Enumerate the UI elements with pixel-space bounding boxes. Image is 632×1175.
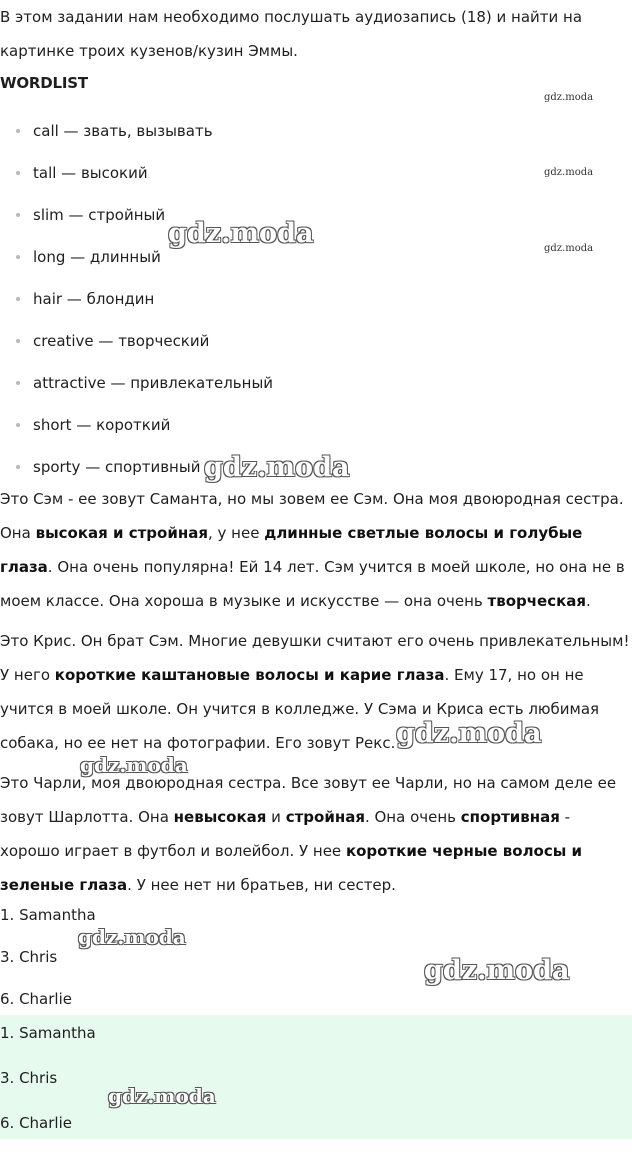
watermark: gdz.moda (424, 955, 570, 986)
bullet-icon (16, 423, 20, 427)
bullet-icon (16, 129, 20, 133)
bullet-icon (16, 381, 20, 385)
bullet-icon (16, 339, 20, 343)
paragraph-chris: Это Крис. Он брат Сэм. Многие девушки считают его очень привлекательным! У него короткие каштановые волосы и карие глаза. Ему 17, но он не учится в моей школе. Он учится в колледже. У Сэма и Криса есть любимая собака, но ее нет на фотографии. Его зовут Рекс. (0, 632, 630, 752)
answer-box-line: 1. Samantha (0, 1024, 96, 1042)
watermark: gdz.moda (544, 92, 594, 103)
watermark: gdz.moda (204, 452, 350, 483)
watermark: gdz.moda (78, 925, 186, 949)
list-item: hair — блондин (0, 282, 273, 324)
watermark: gdz.moda (396, 718, 542, 749)
list-item: sporty — спортивный (0, 450, 273, 492)
list-item: call — звать, вызывать (0, 114, 273, 156)
paragraph-sam: Это Сэм - ее зовут Саманта, но мы зовем ее Сэм. Она моя двоюродная сестра. Она высокая и стройная, у нее длинные светлые волосы и голубые глаза. Она очень популярна! Ей 14 лет. Сэм учится в моей школе, но она не в моем классе. Она хороша в музыке и искусстве — она очень творческая. (0, 490, 625, 610)
paragraph-charlie: Это Чарли, моя двоюродная сестра. Все зовут ее Чарли, но на самом деле ее зовут Шарлотта. Она невысокая и стройная. Она очень спортивная - хорошо играет в футбол и волейбол. У нее короткие черные волосы и зеленые глаза. У нее нет ни братьев, ни сестер. (0, 774, 617, 894)
watermark: gdz.moda (168, 218, 314, 249)
answer-box (0, 1015, 632, 1139)
list-item: attractive — привлекательный (0, 366, 273, 408)
watermark: gdz.moda (544, 243, 594, 254)
watermark: gdz.moda (544, 167, 594, 178)
list-item: slim — стройный (0, 198, 273, 240)
wordlist (0, 114, 273, 492)
answer-line: 6. Charlie (0, 990, 72, 1008)
list-item: short — короткий (0, 408, 273, 450)
answer-line: 1. Samantha (0, 906, 96, 924)
bullet-icon (16, 171, 20, 175)
answer-box-line: 3. Chris (0, 1069, 58, 1087)
intro-text: В этом задании нам необходимо послушать аудиозапись (18) и найти на картинке троих кузенов/кузин Эммы. (0, 8, 583, 60)
list-item: creative — творческий (0, 324, 273, 366)
list-item: long — длинный (0, 240, 273, 282)
answer-line: 3. Chris (0, 948, 58, 966)
wordlist-heading: WORDLIST (0, 74, 88, 92)
watermark: gdz.moda (80, 753, 188, 777)
watermark: gdz.moda (108, 1084, 216, 1108)
answer-box-line: 6. Charlie (0, 1114, 72, 1132)
bullet-icon (16, 297, 20, 301)
bullet-icon (16, 255, 20, 259)
list-item: tall — высокий (0, 156, 273, 198)
bullet-icon (16, 213, 20, 217)
bullet-icon (16, 465, 20, 469)
